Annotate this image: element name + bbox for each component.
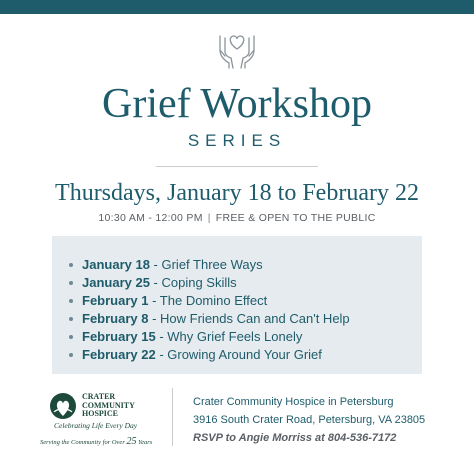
serving-suffix: Years [136,439,153,446]
vertical-divider [172,388,173,446]
session-topic: - Coping Skills [149,275,237,290]
location-name: Crater Community Hospice in Petersburg [193,396,394,408]
hospice-tagline: Celebrating Life Every Day [54,421,138,430]
hospice-name-line: HOSPICE [82,409,119,418]
page-subtitle: SERIES [187,131,287,150]
hospice-logo [40,390,162,450]
bullet-icon [69,299,73,303]
hospice-name-line: COMMUNITY [82,400,135,410]
hospice-name-line: CRATER [82,392,116,401]
session-topic: - Why Grief Feels Lonely [155,329,303,344]
serving-prefix: Serving the Community for Over [40,439,127,446]
list-item [82,310,422,328]
admission-text: FREE & OPEN TO THE PUBLIC [215,212,376,224]
session-date: February 8 [82,311,149,326]
session-date: January 18 [82,257,150,272]
list-item [82,328,422,346]
list-item [82,346,422,364]
session-topic: - How Friends Can and Can't Help [148,311,350,326]
bullet-icon [69,281,73,285]
list-item [82,274,422,292]
bullet-icon [69,263,73,267]
hospice-emblem-icon [48,392,78,420]
session-date: February 22 [82,347,156,362]
session-date: January 25 [82,275,150,290]
divider [156,166,318,167]
session-date: February 15 [82,329,156,344]
session-topic: - Grief Three Ways [149,257,263,272]
bullet-icon [69,317,73,321]
session-list [52,236,422,364]
serving-years-number: 25 [126,436,137,447]
top-accent-bar [0,0,474,14]
bullet-icon [69,353,73,357]
address: 3916 South Crater Road, Petersburg, VA 23805 [193,414,426,426]
rsvp-line: RSVP to Angie Morriss at 804-536-7172 [193,432,397,444]
list-item [82,256,422,274]
time-text: 10:30 AM - 12:00 PM [98,212,203,224]
page-title: Grief Workshop [102,81,372,127]
list-item [82,292,422,310]
bullet-icon [69,335,73,339]
session-topic: - Growing Around Your Grief [155,347,322,362]
session-schedule [52,236,422,374]
hospice-name [82,393,135,419]
time-and-admission [0,212,474,224]
session-topic: - The Domino Effect [148,293,268,308]
separator: | [207,212,211,224]
date-range: Thursdays, January 18 to February 22 [55,180,419,206]
hands-heart-icon [214,30,260,70]
contact-info [193,393,425,447]
session-date: February 1 [82,293,149,308]
serving-text [40,436,170,447]
